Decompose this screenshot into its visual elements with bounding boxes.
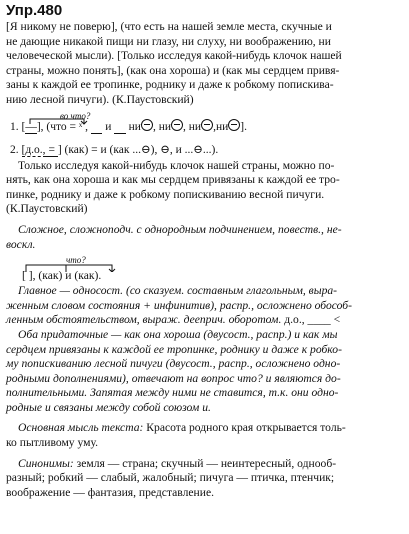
text-line: разный; робкий — слабый, жалобный; пичуга — птичка, птенчик; xyxy=(6,471,335,485)
main-idea xyxy=(6,421,403,450)
text-line: родные и связаны между собой союзом и. xyxy=(6,400,211,414)
text-line: Только исследуя какой-нибудь клочок нашей страны, можно по- xyxy=(18,158,335,172)
scheme-end: ]. xyxy=(240,120,247,133)
source-text xyxy=(6,20,403,108)
text-line: страны, можно понять], (как она хороша) и (как мы сердцем привя- xyxy=(6,63,340,77)
text-line: воображение — фантазия, представление. xyxy=(6,485,215,499)
sentence-scheme-2 xyxy=(6,143,403,159)
scheme-question-label: что? xyxy=(66,255,86,266)
particle-ni: ни xyxy=(188,120,202,133)
scheme-question-label: во что? xyxy=(60,110,91,121)
text-line: заны к каждой ее тропинке, роднику и даже к робкому попискива- xyxy=(6,78,334,92)
main-clause-analysis xyxy=(6,284,403,328)
text-line: ленным обстоятельством, выраж. дееприч. оборотом. xyxy=(6,313,282,327)
object-circle-icon xyxy=(141,119,153,131)
scheme-tail: д.о., ____ < xyxy=(281,313,341,327)
sub-clauses-analysis xyxy=(6,328,403,416)
scheme-clause: ], (что xyxy=(36,120,67,133)
text-line: сердцем привязаны к каждой ее тропинке, роднику и даже к робко- xyxy=(6,342,342,356)
text-line: Оба придаточные — как она хороша (двусост., распр.) и как мы xyxy=(18,327,338,341)
text-line: не дающие никакой пищи ни глазу, ни слуху, ни воображению, ни xyxy=(6,34,331,48)
text-line: человеческой мысли). [Только исследуя какой-нибудь клочок нашей xyxy=(6,49,342,63)
sentence-scheme-1 xyxy=(6,110,403,143)
scheme-row-2: 2. [д.о., = ] (как) = и (как ...⊖), ⊖, и ...⊖...). xyxy=(10,143,219,156)
text-line: земля — страна; скучный — неинтересный, однооб- xyxy=(73,456,337,470)
text-line: пинке, роднику и даже к робкому попискиванию весной пичуги. xyxy=(6,187,325,201)
text-line: Сложное, сложноподч. с однородным подчинением, повеств., не- xyxy=(18,222,342,236)
scheme-bracket: [ xyxy=(21,120,26,133)
exercise-title: Упр.480 xyxy=(6,2,63,19)
object-circle-icon xyxy=(228,119,240,131)
scheme-clause: ...⊖), ⊖, и ...⊖...). xyxy=(132,143,219,156)
scheme-clause: ] (как) = и (как xyxy=(57,143,130,156)
particle-ni: ни xyxy=(215,120,229,133)
sentence-scheme-3 xyxy=(6,252,403,284)
adverbial-mark: [д.о., xyxy=(21,143,46,156)
section-label: Главное xyxy=(18,284,57,298)
object-circle-icon xyxy=(201,119,213,131)
text-line: нять, как она хороша и как мы сердцем привязаны к каждой ее тро- xyxy=(6,173,340,187)
sentence-kind xyxy=(6,223,403,252)
text-line: воскл. xyxy=(6,237,36,251)
section-label: Синонимы: xyxy=(18,456,74,470)
predicate-mark: = ˣ , xyxy=(69,120,88,133)
text-line: (К.Паустовский) xyxy=(6,202,88,216)
particle-ni: ни xyxy=(128,120,141,133)
text-line: ко пытливому уму. xyxy=(6,436,99,450)
sentence-text xyxy=(6,159,403,217)
particle-ni: ни xyxy=(158,120,172,133)
text-line: женным словом состояния + инфинитив), распр., осложнено обособ- xyxy=(6,298,352,312)
text-line: полнительными. Запятая между ними не ставится, т.к. они одно- xyxy=(6,386,339,400)
section-label: Основная мысль текста: xyxy=(18,421,144,435)
scheme-number: 2. xyxy=(10,143,19,156)
object-circle-icon xyxy=(171,119,183,131)
text-line: — односост. (со сказуем. составным глагольным, выра- xyxy=(56,284,338,298)
text-line: нию лесной пичуги). (К.Паустовский) xyxy=(6,92,194,106)
text-line: Красота родного края открывается толь- xyxy=(143,421,346,435)
subject-mark: — xyxy=(25,120,37,133)
scheme-row-1: 1. [—], (что = ˣ , и ни , ни , ни ,ни ]. xyxy=(10,120,247,133)
text-line: му попискиванию лесной пичуги (двусост., распр., осложнено одно- xyxy=(6,357,341,371)
scheme-number: 1. xyxy=(10,120,19,133)
text-line: [Я никому не поверю], (что есть на нашей земле места, скучные и xyxy=(6,20,332,33)
conjunction: и xyxy=(105,120,112,133)
text-line: родными дополнениями), отвечают на вопрос что? и являются до- xyxy=(6,371,341,385)
scheme-formula: [ ], (как) и (как). xyxy=(22,269,102,283)
synonyms xyxy=(6,457,403,501)
